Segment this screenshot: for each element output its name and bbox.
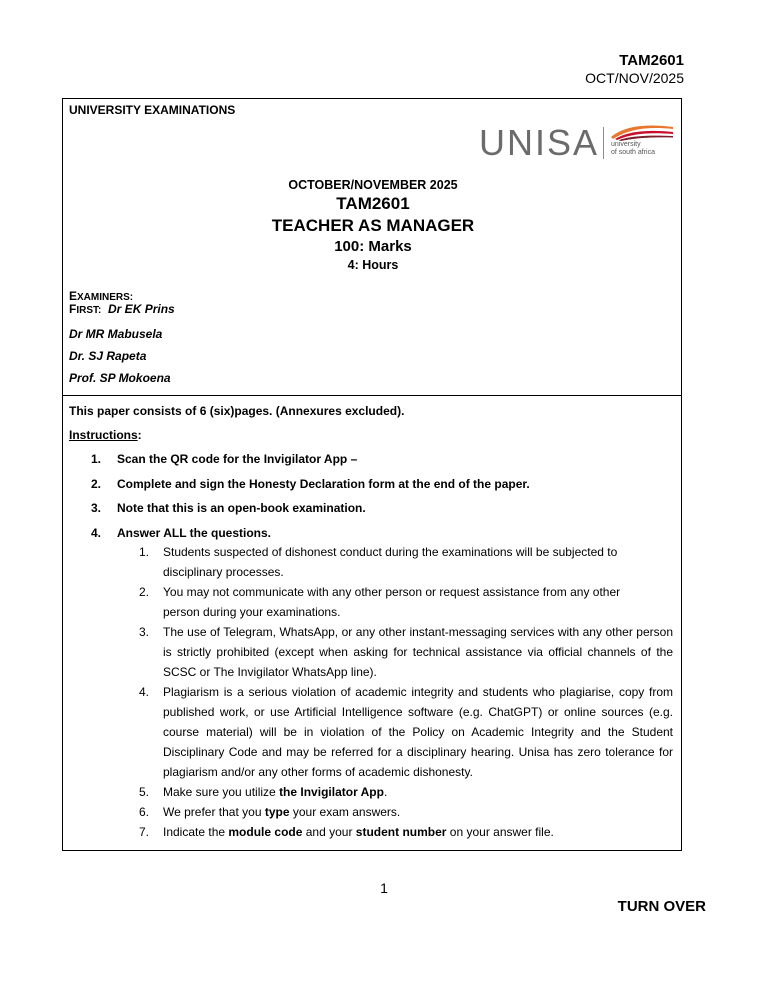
logo-tagline-line-2: of south africa bbox=[611, 149, 655, 156]
examiners-heading: EXAMINERS: bbox=[69, 289, 134, 303]
logo-tagline bbox=[611, 141, 655, 157]
exam-duration: 4: Hours bbox=[347, 258, 399, 272]
module-code: TAM2601 bbox=[336, 194, 410, 213]
header-exam-date: OCT/NOV/2025 bbox=[585, 70, 684, 86]
page-count-note: This paper consists of 6 (six)pages. (Annexures excluded). bbox=[69, 404, 405, 418]
examiner-name: Dr MR Mabusela bbox=[69, 327, 163, 341]
logo-tagline-line-1: university bbox=[611, 141, 641, 148]
instructions-heading: Instructions: bbox=[69, 428, 142, 442]
main-instruction: 1. Scan the QR code for the Invigilator App – bbox=[91, 452, 358, 466]
examiner-name: Prof. SP Mokoena bbox=[69, 371, 171, 385]
total-marks: 100: Marks bbox=[334, 238, 412, 255]
main-instruction: 2. Complete and sign the Honesty Declaration form at the end of the paper. bbox=[91, 477, 530, 491]
unisa-logo bbox=[479, 121, 675, 165]
header-module-code: TAM2601 bbox=[619, 52, 684, 69]
turn-over-label: TURN OVER bbox=[617, 898, 706, 915]
module-title: TEACHER AS MANAGER bbox=[271, 216, 475, 235]
cover-box bbox=[62, 98, 682, 396]
logo-divider bbox=[603, 127, 604, 159]
page-number: 1 bbox=[380, 880, 388, 896]
main-instruction: 4. Answer ALL the questions. bbox=[91, 526, 272, 540]
main-instruction: 3. Note that this is an open-book examination. bbox=[91, 501, 366, 515]
first-examiner: FIRST: Dr EK Prins bbox=[69, 302, 175, 316]
instructions-box: This paper consists of 6 (six)pages. (Annexures excluded). Instructions: 1. Scan the QR code for the Invigilator App – 2. Complete and sign the Honesty Declaration form at the end of the paper. 3. Note that this is an open-book examination. 4. Answer ALL the questions. 1. Students suspected of dishonest conduct during the examinations will be subjected to disciplinary processes. 2. You may not communicate with any other person or request assistance from any other person during your examinations. 3. The use of Telegram, WhatsApp, or any other instant-messaging services with any other person is strictly prohibited (except when asking for technical assistance via official channels of the SCSC or The Invigilator WhatsApp line). 4. Plagiarism is a serious violation of academic integrity and students who plagiarise, copy from published work, or use Artificial Intelligence software (e.g. ChatGPT) or online sources (e.g. course material) will be in violation of the Policy on Academic Integrity and the Student Disciplinary Code and may be referred for a disciplinary hearing. Unisa has zero tolerance for plagiarism and/or any other forms of academic dishonesty. 5. Make sure you utilize the Invigilator App. 6. We prefer that you type your exam answers. 7. Indicate the module code and your student number on your answer file. bbox=[62, 395, 682, 851]
unisa-wordmark: UNISA bbox=[479, 122, 600, 163]
university-examinations-label: UNIVERSITY EXAMINATIONS bbox=[69, 103, 236, 117]
exam-period: OCTOBER/NOVEMBER 2025 bbox=[288, 178, 458, 192]
unisa-emblem-icon bbox=[609, 123, 675, 141]
examiner-name: Dr. SJ Rapeta bbox=[69, 349, 147, 363]
